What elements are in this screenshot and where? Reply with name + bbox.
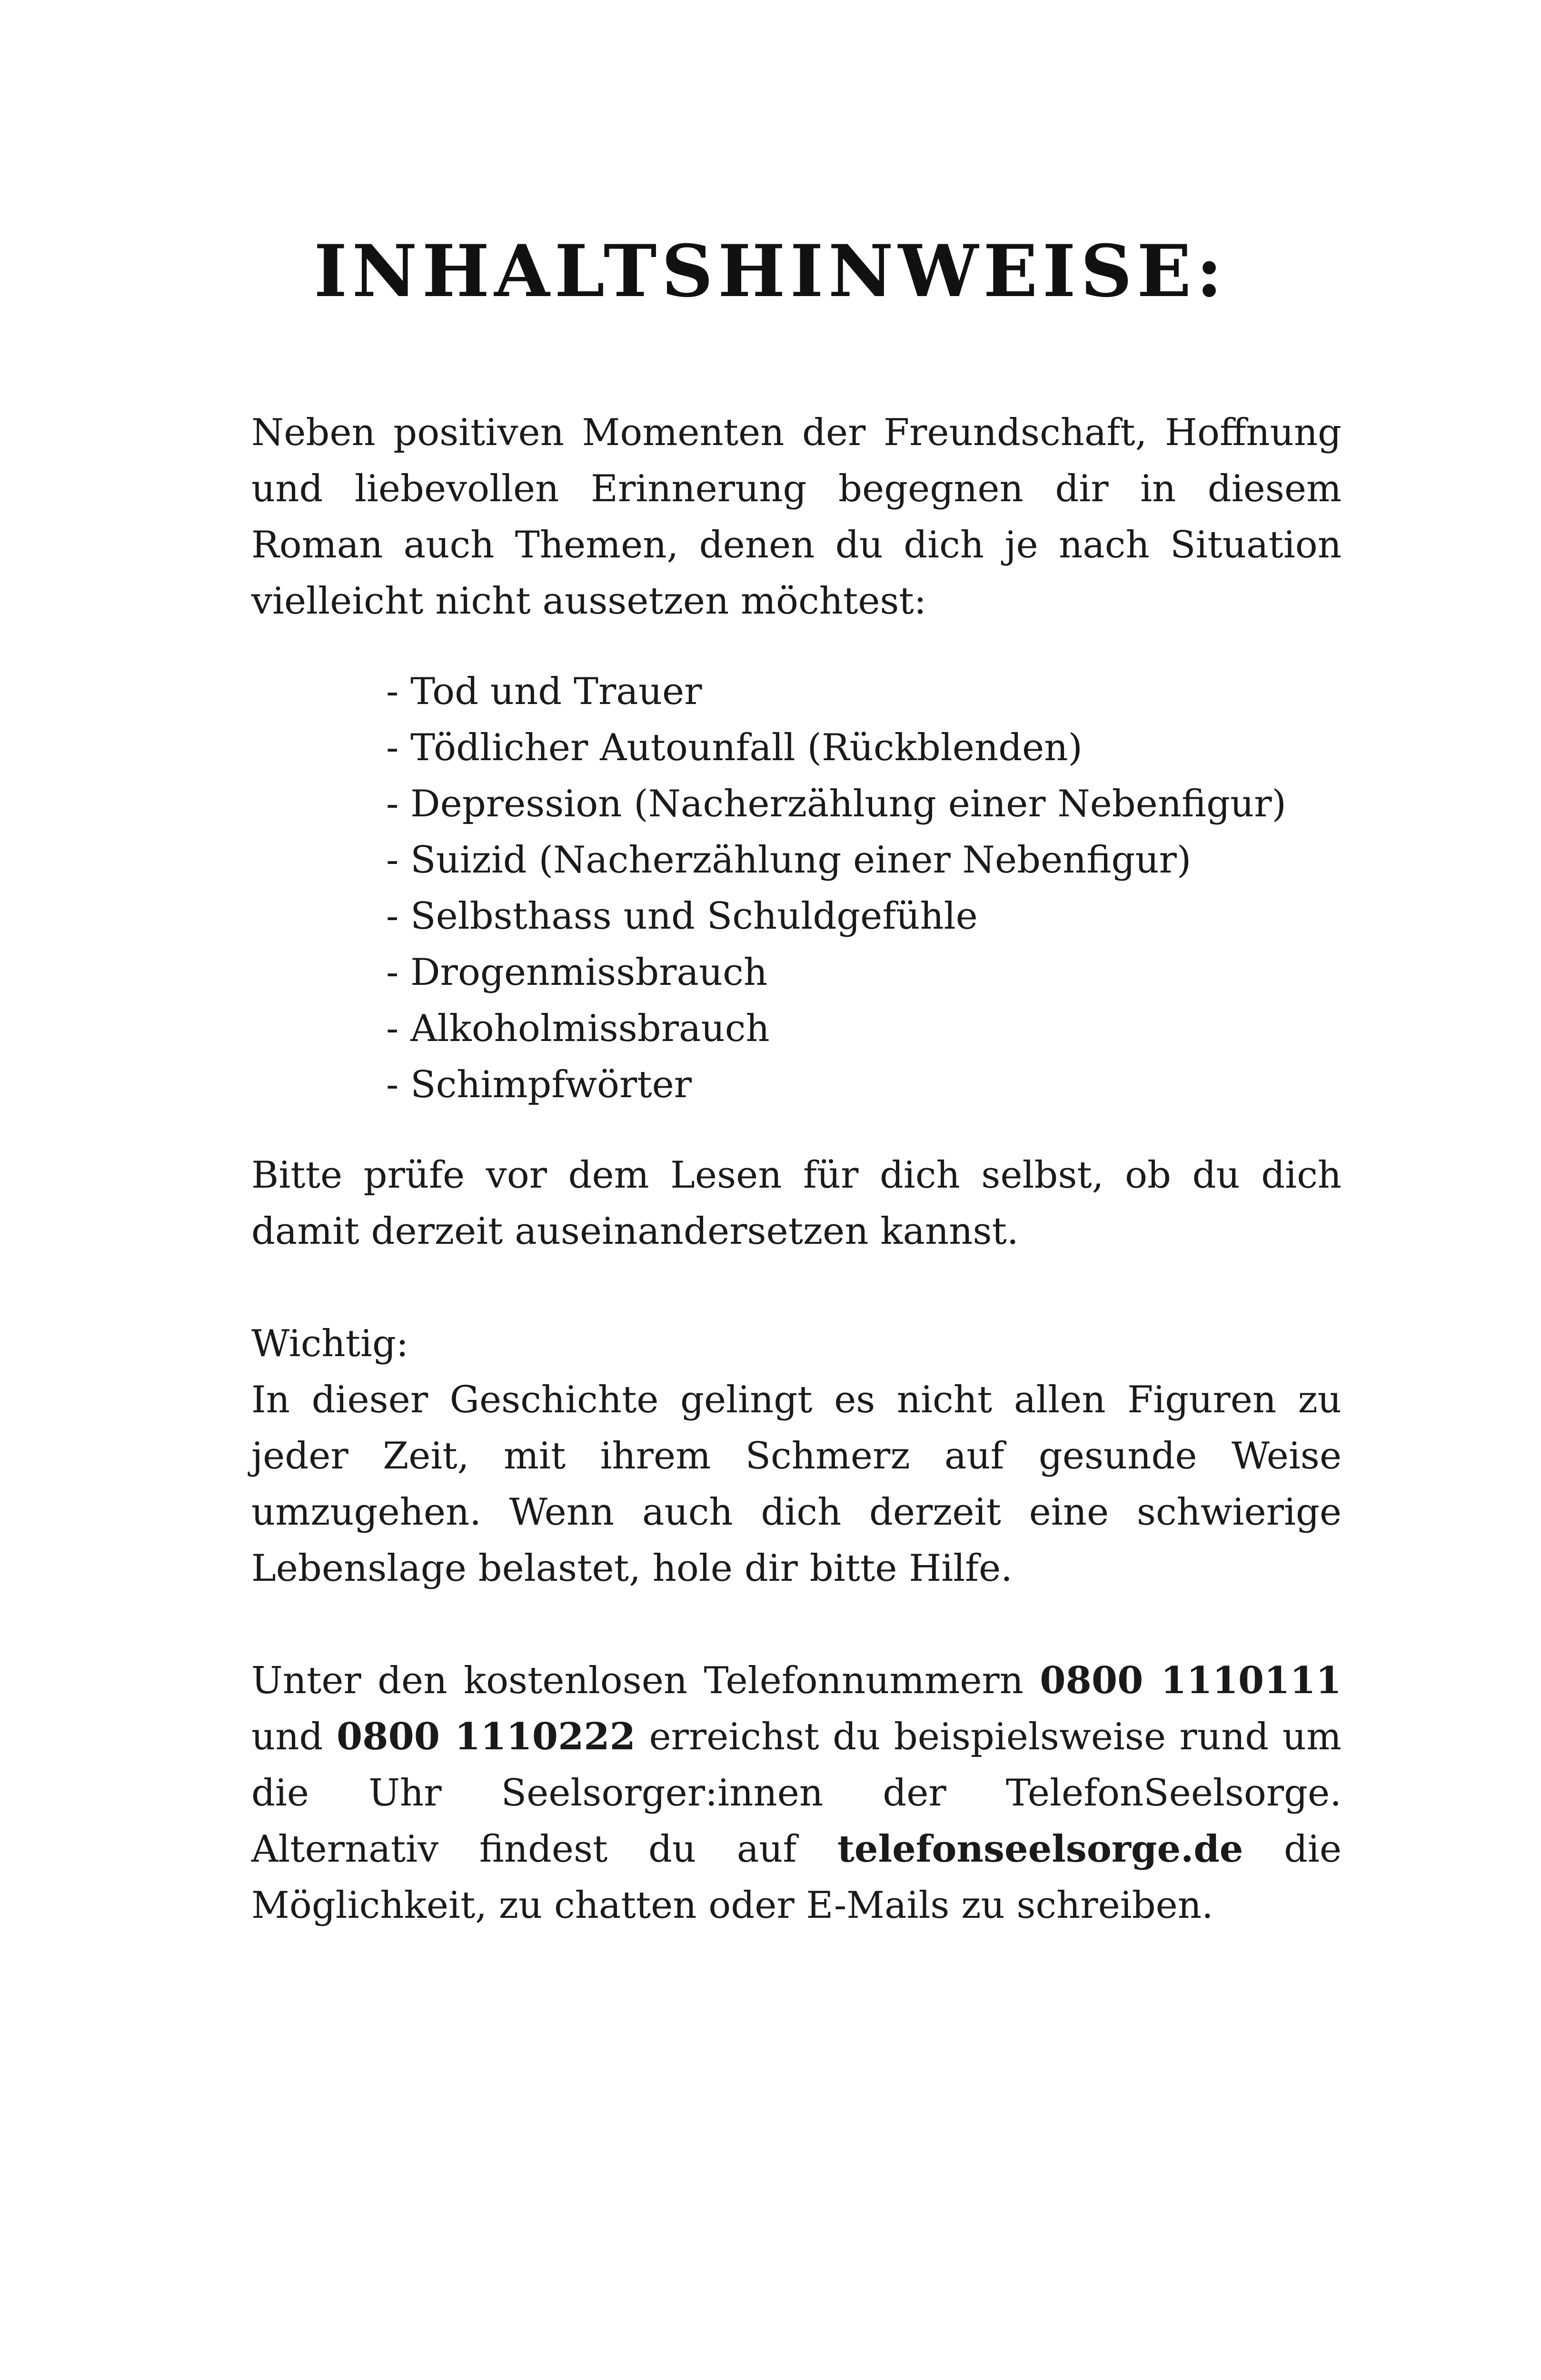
list-item: - Alkoholmissbrauch <box>386 1007 770 1050</box>
intro-paragraph: Neben positiven Momenten der Freundschaft, Hoffnung und liebevollen Erinnerung begegnen dir in diesem Roman auch Themen, denen du dich je nach Situation vielleicht nicht aussetzen möchtest: <box>251 411 1342 623</box>
list-item: - Tödlicher Autounfall (Rückblenden) <box>386 726 1083 769</box>
important-paragraph: In dieser Geschichte gelingt es nicht allen Figuren zu jeder Zeit, mit ihrem Schmerz auf gesunde Weise umzugehen. Wenn auch dich derzeit eine schwierige Lebenslage belastet, hole dir bitte Hilfe. <box>251 1378 1342 1590</box>
help-text-1: Unter den kostenlosen Telefonnummern <box>251 1659 1040 1702</box>
list-item: - Depression (Nacherzählung einer Nebenfigur) <box>386 783 1286 825</box>
phone-number-1: 0800 1110111 <box>1040 1659 1342 1702</box>
check-notice-paragraph: Bitte prüfe vor dem Lesen für dich selbst, ob du dich damit derzeit auseinandersetzen kannst. <box>251 1154 1342 1253</box>
important-heading: Wichtig: <box>251 1322 409 1365</box>
website-link: telefonseelsorge.de <box>837 1827 1243 1871</box>
page-title: INHALTSHINWEISE: <box>314 229 1227 313</box>
help-text-2: und <box>251 1716 337 1758</box>
phone-number-2: 0800 1110222 <box>336 1715 636 1758</box>
list-item: - Schimpfwörter <box>386 1063 692 1106</box>
list-item: - Selbsthass und Schuldgefühle <box>386 895 978 938</box>
help-paragraph <box>251 1653 1342 1934</box>
help-text-3: erreichst du beispielsweise rund um die Uhr Seelsorger:innen der TelefonSeelsorge. Alternativ findest du auf <box>251 1716 1342 1871</box>
content-body <box>251 405 1342 1934</box>
list-item: - Tod und Trauer <box>386 670 702 713</box>
important-section <box>251 1316 1342 1597</box>
list-item: - Drogenmissbrauch <box>386 951 768 994</box>
list-item: - Suizid (Nacherzählung einer Nebenfigur) <box>386 839 1192 882</box>
content-warning-list <box>251 664 1342 1113</box>
help-text-4: die Möglichkeit, zu chatten oder E-Mails zu schreiben. <box>251 1828 1342 1927</box>
